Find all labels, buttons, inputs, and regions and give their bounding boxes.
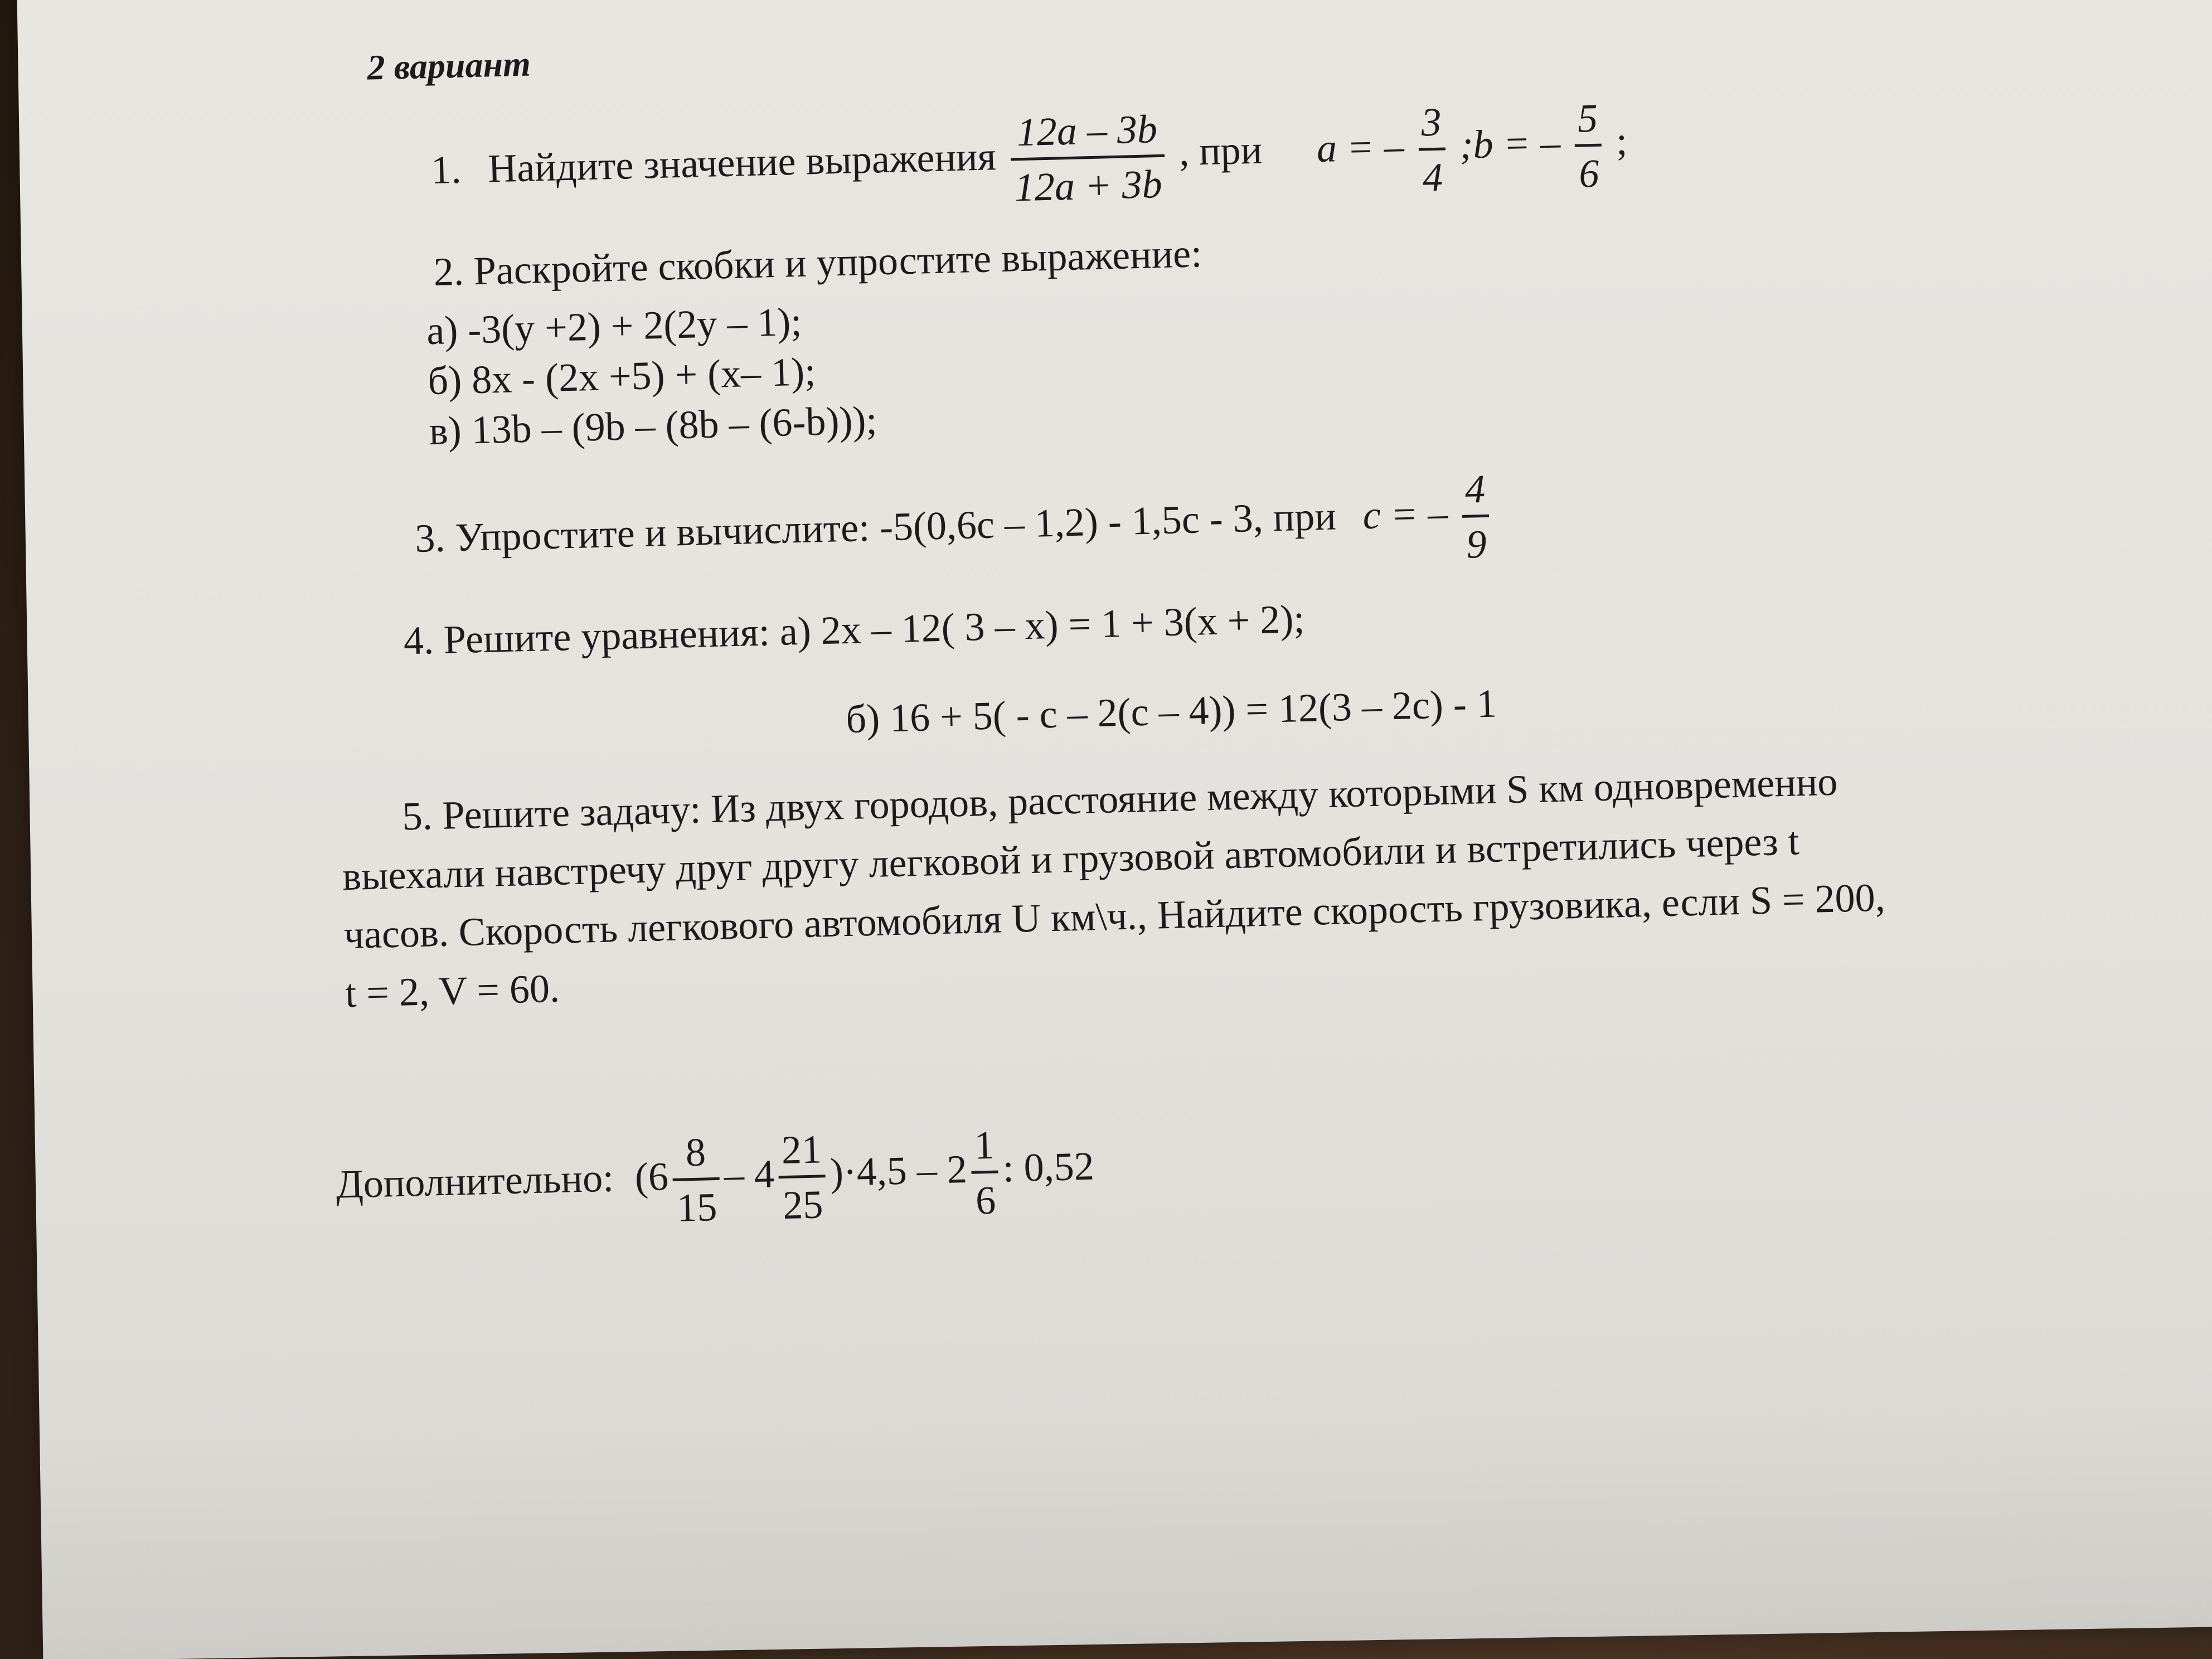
task-1-number: 1. [430,147,462,192]
task-2-item-b: б) 8x - (2x +5) + (x– 1); [427,349,817,404]
task-1-numerator: 12a – 3b [1010,109,1165,161]
task-3-c-prefix: c = – [1362,491,1449,538]
task-1-b-prefix: ;b = – [1459,120,1561,167]
task-3-c-fraction [1461,466,1490,567]
task-2-header: 2. Раскройте скобки и упростите выражение: [433,231,1202,294]
extra-fraction-1-denominator: 15 [676,1184,718,1230]
extra-part-4: : 0,52 [1002,1143,1095,1191]
task-1-denominator: 12a + 3b [1013,161,1163,210]
task-1-pri: , при [1178,127,1263,174]
extra-fraction-2-numerator: 21 [778,1129,826,1178]
task-1-a-numerator: 3 [1418,102,1445,151]
task-5-line-3: часов. Скорость легкового автомобиля U км\ч., Найдите скорость грузовика, если S = 200, [343,875,1886,958]
extra-part-2: – 4 [723,1151,775,1197]
task-1 [430,95,1628,222]
task-3-text: 3. Упростите и вычислите: -5(0,6c – 1,2) - 1,5c - 3, при [414,493,1337,561]
task-3-c-numerator: 4 [1461,469,1489,518]
task-1-a-prefix: a = – [1316,124,1405,171]
worksheet-paper [17,0,2212,1659]
task-1-expression-fraction [1010,106,1166,210]
task-5-line-1: 5. Решите задачу: Из двух городов, расстояние между которыми S км одновременно [401,759,1839,839]
extra-task [335,1122,1095,1236]
task-1-b-numerator: 5 [1574,98,1602,147]
extra-fraction-1 [672,1129,721,1230]
extra-fraction-1-numerator: 8 [672,1132,720,1181]
task-4-line-a: 4. Решите уравнения: а) 2x – 12( 3 – x) = 1 + 3(x + 2); [402,596,1306,663]
task-2-item-c: в) 13b – (9b – (8b – (6-b))); [428,397,878,454]
task-1-a-denominator: 4 [1422,154,1443,200]
extra-part-3: )·4,5 – 2 [829,1147,968,1195]
extra-fraction-3-denominator: 6 [975,1177,997,1223]
task-4-line-b: б) 16 + 5( - c – 2(c – 4)) = 12(3 – 2c) - 1 [845,681,1497,742]
extra-fraction-2 [778,1127,827,1228]
task-1-b-fraction [1574,95,1603,196]
extra-label: Дополнительно: [335,1155,614,1207]
task-5-line-4: t = 2, V = 60. [345,966,560,1016]
task-1-text: Найдите значение выражения [487,134,997,191]
task-1-end: ; [1616,118,1628,164]
extra-fraction-3-numerator: 1 [971,1125,998,1174]
extra-part-1: (6 [634,1154,669,1200]
extra-fraction-3 [971,1122,1000,1223]
variant-title: 2 вариант [366,43,531,88]
worksheet-content [17,0,2212,1659]
task-3-c-denominator: 9 [1466,521,1487,567]
task-5-line-2: выехали навстречу друг другу легковой и грузовой автомобили и встретились через t [342,818,1800,899]
task-2-item-a: а) -3(y +2) + 2(2y – 1); [426,299,803,353]
task-3 [414,466,1495,590]
task-1-a-fraction [1418,99,1447,200]
task-1-b-denominator: 6 [1578,151,1600,196]
extra-fraction-2-denominator: 25 [782,1182,824,1228]
